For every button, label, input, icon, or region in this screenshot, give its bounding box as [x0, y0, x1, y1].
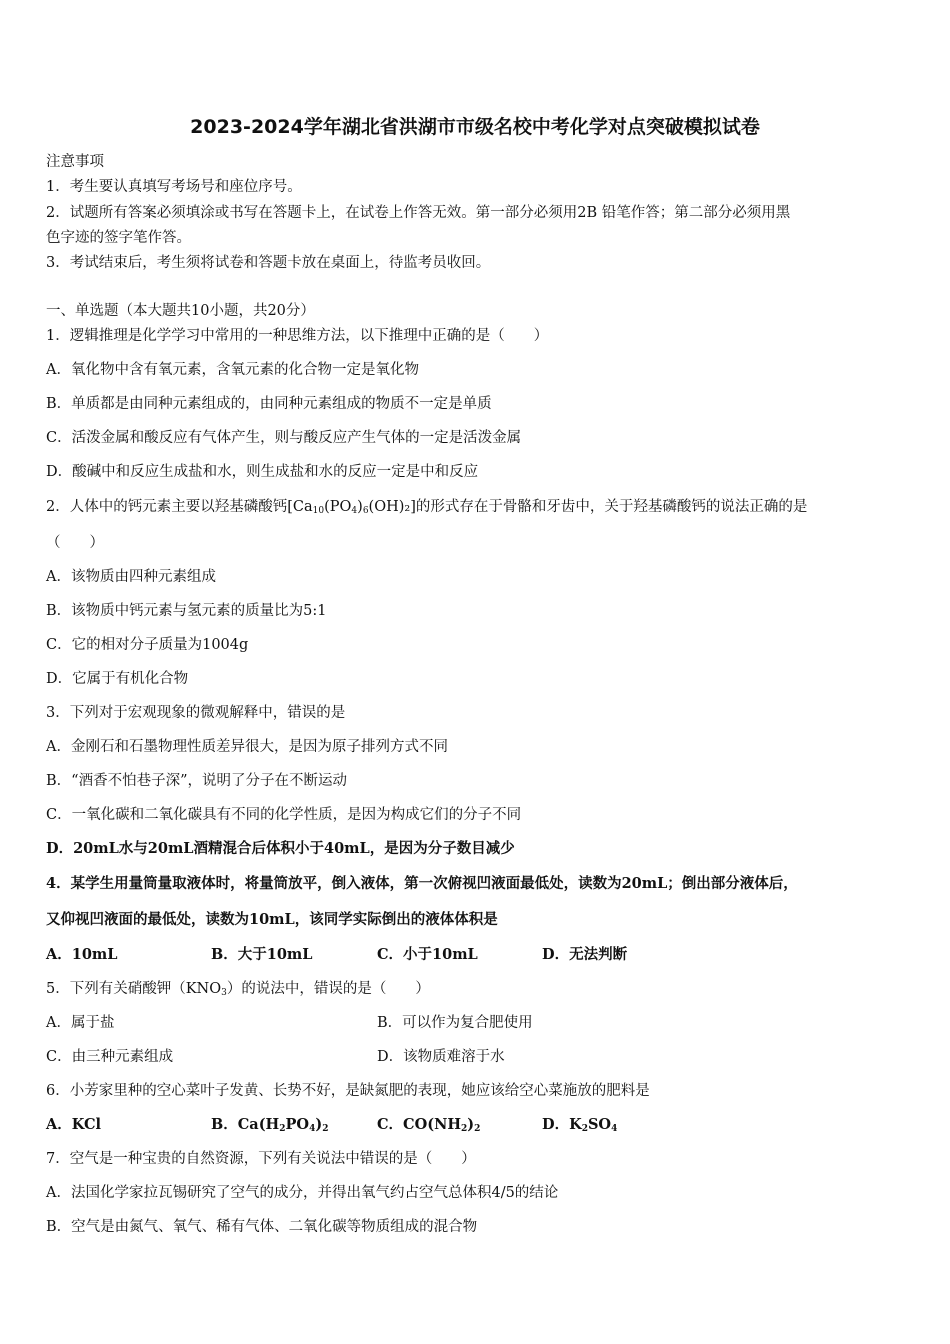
stem-part: 2．人体中的钙元素主要以羟基磷酸钙[ — [46, 499, 293, 515]
option: A．金刚石和石墨物理性质差异很大，是因为原子排列方式不同 — [46, 739, 448, 755]
option: A．该物质由四种元素组成 — [46, 569, 216, 585]
question-stem: 3．下列对于宏观现象的微观解释中，错误的是 — [46, 705, 346, 721]
option: A．KCl — [46, 1116, 102, 1133]
formula: $Ca_{10}(PO_4)_6(OH)$ — [292, 499, 405, 516]
page-title: 2023-2024学年湖北省洪湖市市级名校中考化学对点突破模拟试卷 — [190, 116, 760, 138]
option: D．它属于有机化合物 — [46, 671, 189, 687]
option: B．该物质中钙元素与氢元素的质量比为5:1 — [46, 603, 327, 619]
option: C．由三种元素组成 — [46, 1049, 174, 1065]
option: D．$K_2SO_4$ — [542, 1116, 618, 1134]
option: C．小于10mL — [377, 946, 478, 963]
section-heading: 一、单选题（本大题共10小题，共20分） — [46, 303, 315, 319]
answer-blank: （ ） — [46, 535, 104, 551]
question-stem: 1．逻辑推理是化学学习中常用的一种思维方法，以下推理中正确的是（ ） — [46, 328, 549, 344]
option: A．氧化物中含有氧元素，含氧元素的化合物一定是氧化物 — [46, 362, 419, 378]
option: D．20mL水与20mL酒精混合后体积小于40mL，是因为分子数目减少 — [46, 840, 515, 857]
option: B．“酒香不怕巷子深”，说明了分子在不断运动 — [46, 773, 347, 789]
option: B．单质都是由同种元素组成的，由同种元素组成的物质不一定是单质 — [46, 396, 492, 412]
question-stem: 5．下列有关硝酸钾$(KNO_3)$的说法中，错误的是（ ） — [46, 981, 430, 998]
notice-heading: 注意事项 — [46, 154, 104, 170]
notice-item: 3．考试结束后，考生须将试卷和答题卡放在桌面上，待监考员收回。 — [46, 255, 491, 271]
question-stem — [46, 497, 807, 521]
option: C．活泼金属和酸反应有气体产生，则与酸反应产生气体的一定是活泼金属 — [46, 430, 522, 446]
option: A．法国化学家拉瓦锡研究了空气的成分，并得出氧气约占空气总体积4/5的结论 — [46, 1185, 559, 1201]
stem-part: ₂]的形式存在于骨骼和牙齿中，关于羟基磷酸钙的说法正确的是 — [404, 499, 808, 515]
question-stem: 6．小芳家里种的空心菜叶子发黄、长势不好，是缺氮肥的表现，她应该给空心菜施放的肥料是 — [46, 1083, 650, 1099]
option: C．一氧化碳和二氧化碳具有不同的化学性质，是因为构成它们的分子不同 — [46, 807, 522, 823]
notice-item: 1．考生要认真填写考场号和座位序号。 — [46, 179, 302, 195]
option: B．大于10mL — [211, 946, 313, 963]
option: C．$CO(NH_2)_2$ — [377, 1116, 481, 1134]
option: A．10mL — [46, 946, 118, 963]
option: B．可以作为复合肥使用 — [377, 1015, 533, 1031]
option: D．该物质难溶于水 — [377, 1049, 505, 1065]
question-stem-cont: 又仰视凹液面的最低处，读数为10mL，该同学实际倒出的液体体积是 — [46, 911, 498, 928]
option: B．空气是由氮气、氧气、稀有气体、二氧化碳等物质组成的混合物 — [46, 1219, 478, 1235]
question-stem: 7．空气是一种宝贵的自然资源，下列有关说法中错误的是（ ） — [46, 1151, 476, 1167]
option: C．它的相对分子质量为1004g — [46, 637, 249, 653]
option: D．无法判断 — [542, 946, 628, 963]
notice-item: 2．试题所有答案必须填涂或书写在答题卡上，在试卷上作答无效。第一部分必须用2B 铅笔作答；第二部分必须用黑 — [46, 205, 791, 221]
option: A．属于盐 — [46, 1015, 115, 1031]
option: B．$Ca(H_2PO_4)_2$ — [211, 1116, 329, 1134]
option: D．酸碱中和反应生成盐和水，则生成盐和水的反应一定是中和反应 — [46, 464, 479, 480]
notice-item: 色字迹的签字笔作答。 — [46, 230, 191, 246]
question-stem: 4．某学生用量筒量取液体时，将量筒放平，倒入液体，第一次俯视凹液面最低处，读数为20mL；倒出部分液体后， — [46, 875, 798, 892]
